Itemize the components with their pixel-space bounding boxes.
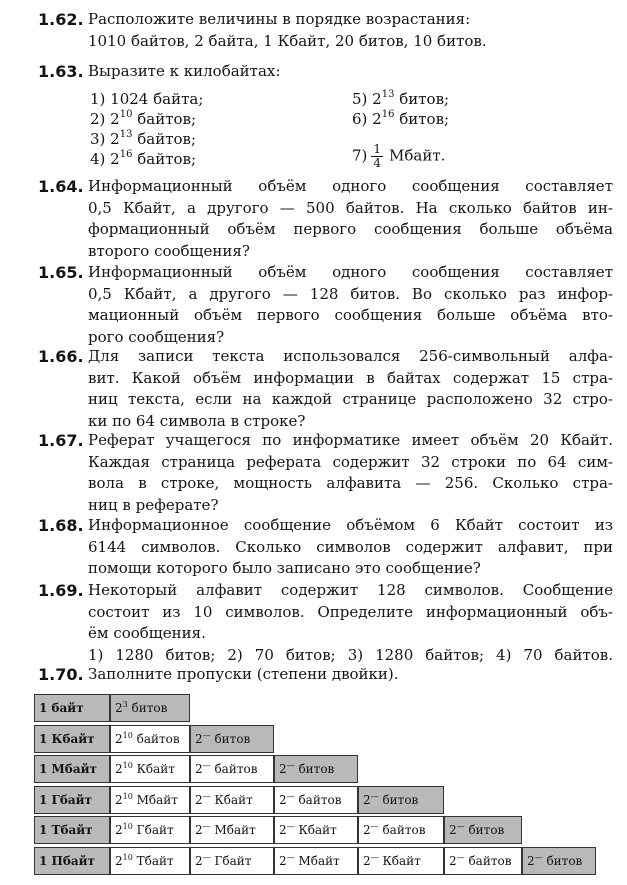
problem-number: 1.64. [38,177,84,196]
text-line: мационный объём первого сообщения больше объёма вто- [88,306,613,324]
table-cell: $2^3$ битов [110,694,190,722]
table-cell: $2^{10}$ Мбайт [110,786,190,814]
fraction: $\frac{1}{4}$ [373,142,382,170]
table-row-header: 1 Тбайт [34,816,110,844]
text-line: Информационный объём одного сообщения составляет [88,177,613,195]
problem-number: 1.63. [38,62,84,81]
problem-number: 1.65. [38,263,84,282]
problem-text [88,262,613,348]
table-cell: 2— байтов [444,847,522,875]
text-line: Информационный объём одного сообщения составляет [88,263,613,281]
table-cell: $2^{10}$ Кбайт [110,755,190,783]
text-line: состоит из 10 символов. Определите информационный объ- [88,602,613,621]
text-line: второго сообщения? [88,241,250,260]
table-row-header: 1 Гбайт [34,786,110,814]
option-5: 5) $2^{13}$ битов; [352,89,450,108]
table-cell: 2— байтов [274,786,358,814]
text-line: Для записи текста использовался 256-символьный алфа- [88,347,613,365]
table-cell: 2— битов [522,847,596,875]
option-6: 6) $2^{16}$ битов; [352,109,450,128]
text-line: вола в строке, мощность алфавита — 256. Сколько стра- [88,474,613,492]
problem-number: 1.70. [38,665,84,684]
problem-text [88,346,613,432]
text-line: рого сообщения? [88,327,225,346]
table-cell: 2— битов [190,725,274,753]
table-cell: 2— битов [444,816,522,844]
option-1: 1) 1024 байта; [90,90,204,108]
problem-number: 1.67. [38,431,84,450]
text-line: Каждая страница реферата содержит 32 строки по 64 сим- [88,452,613,471]
text-line: вит. Какой объём информации в байтах содержат 15 стра- [88,368,613,387]
table-row-header: 1 Пбайт [34,847,110,875]
text-line: ниц в реферате? [88,495,219,514]
text-line: Выразите к килобайтах: [88,62,281,80]
option-3: 3) $2^{13}$ байтов; [90,129,197,148]
text-line: ки по 64 символа в строке? [88,411,306,430]
table-row-header: 1 Мбайт [34,755,110,783]
problem-text [88,515,613,580]
table-cell: $2^{10}$ байтов [110,725,190,753]
option-7: 7) $\frac{1}{4}$ Мбайт. [352,142,446,170]
table-cell: $2^{10}$ Тбайт [110,847,190,875]
text-line: Реферат учащегося по информатике имеет объём 20 Кбайт. [88,431,613,449]
problem-text [88,61,613,83]
option-2: 2) $2^{10}$ байтов; [90,109,197,128]
text-line: 1010 байтов, 2 байта, 1 Кбайт, 20 битов, 10 битов. [88,31,487,50]
text-line: 6144 символов. Сколько символов содержит алфавит, при [88,537,613,556]
table-cell: 2— Кбайт [358,847,444,875]
table-cell: 2— Мбайт [190,816,274,844]
answer-options: 1) 1280 битов; 2) 70 битов; 3) 1280 байтов; 4) 70 байтов. [88,645,613,664]
problem-number: 1.69. [38,581,84,600]
table-cell: 2— Гбайт [190,847,274,875]
text-line: 0,5 Кбайт, а другого — 128 битов. Во сколько раз инфор- [88,284,613,303]
table-cell: 2— Кбайт [274,816,358,844]
problem-text [88,430,613,516]
table-cell: 2— Мбайт [274,847,358,875]
table-row-header: 1 байт [34,694,110,722]
problem-number: 1.68. [38,516,84,535]
option-4: 4) $2^{16}$ байтов; [90,149,197,168]
text-line: Некоторый алфавит содержит 128 символов. Сообщение [88,581,613,599]
table-cell: 2— Кбайт [190,786,274,814]
text-line: ём сообщения. [88,624,206,642]
text-line: ниц текста, если на каждой странице расположено 32 стро- [88,390,613,408]
text-line: Заполните пропуски (степени двойки). [88,665,399,683]
problem-text [88,580,613,666]
text-line: формационный объём первого сообщения больше объёма [88,220,613,238]
text-line: Расположите величины в порядке возрастания: [88,10,471,28]
text-line: Информационное сообщение объёмом 6 Кбайт состоит из [88,516,613,534]
table-cell: $2^{10}$ Гбайт [110,816,190,844]
text-line: 0,5 Кбайт, а другого — 500 байтов. На сколько байтов ин- [88,198,613,217]
problem-text [88,176,613,262]
table-cell: 2— байтов [358,816,444,844]
table-cell: 2— битов [358,786,444,814]
problem-text [88,664,613,686]
table-cell: 2— байтов [190,755,274,783]
problem-number: 1.62. [38,10,84,29]
table-cell: 2— битов [274,755,358,783]
table-row-header: 1 Кбайт [34,725,110,753]
problem-number: 1.66. [38,347,84,366]
problem-text [88,9,613,52]
text-line: помощи которого было записано это сообщение? [88,559,481,577]
